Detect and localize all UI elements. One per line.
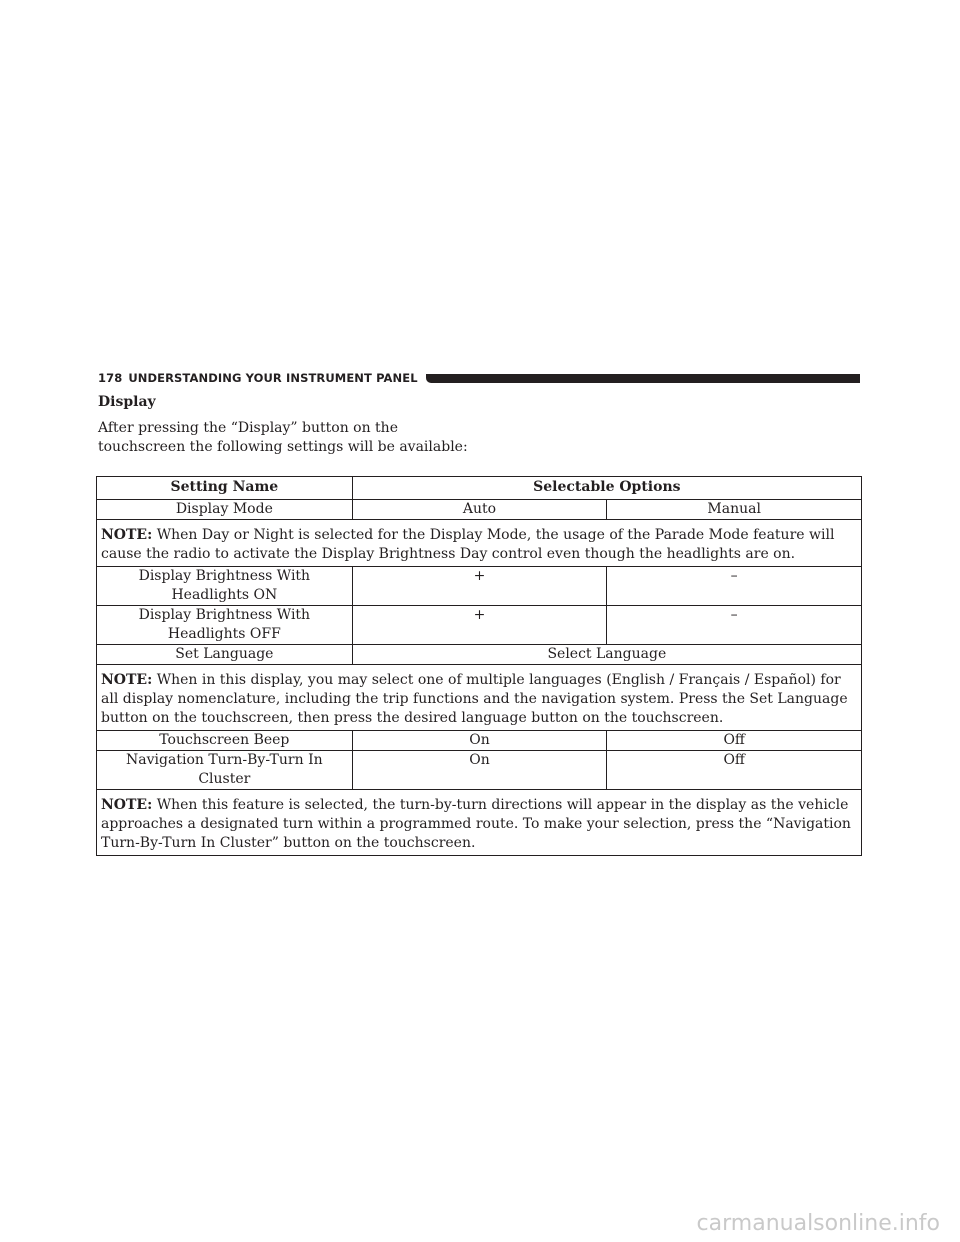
note-row [97,520,862,567]
option-value: Off [607,731,862,751]
option-value: On [352,731,607,751]
option-value: Auto [352,500,607,520]
option-value: Off [607,751,862,790]
setting-name: Touchscreen Beep [97,731,353,751]
setting-name: Set Language [97,645,353,665]
section-title: Display [98,394,156,410]
table-row [97,500,862,520]
settings-table [96,476,862,856]
note-text: When Day or Night is selected for the Display Mode, the usage of the Parade Mode feature will cause the radio to activate the Display Brightness Day control even though the headlights are on. [101,527,835,562]
header-setting-name: Setting Name [97,477,353,500]
table-header-row [97,477,862,500]
header-rule [426,374,860,383]
note-cell [97,520,862,567]
option-value: + [352,606,607,645]
note-cell [97,665,862,731]
option-value: On [352,751,607,790]
table-row [97,645,862,665]
note-text: When this feature is selected, the turn-by-turn directions will appear in the display as the vehicle approaches a designated turn within a programmed route. To make your selection, press the “Navigation Turn-By-Turn In Cluster” button on the touchscreen. [101,797,851,851]
table-row [97,567,862,606]
watermark-text: carmanualsonline.info [696,1211,940,1236]
setting-name: Display Brightness With Headlights OFF [97,606,353,645]
option-value: Manual [607,500,862,520]
table-row [97,606,862,645]
option-value: + [352,567,607,606]
note-text: When in this display, you may select one of multiple languages (English / Français / Español) for all display nomenclature, including the trip functions and the navigation system. Press the Set Language button on the touchscreen, then press the desired language button on the touchscreen. [101,672,848,726]
header-selectable-options: Selectable Options [352,477,861,500]
table-row [97,751,862,790]
option-value: Select Language [352,645,861,665]
note-label: NOTE: [101,527,153,543]
option-value: – [607,567,862,606]
option-value: – [607,606,862,645]
note-row [97,790,862,856]
note-row [97,665,862,731]
page-number: 178 [98,371,123,385]
note-label: NOTE: [101,672,153,688]
setting-name: Display Brightness With Headlights ON [97,567,353,606]
chapter-title: UNDERSTANDING YOUR INSTRUMENT PANEL [128,371,418,385]
intro-paragraph: After pressing the “Display” button on the touchscreen the following settings will be available: [98,420,468,455]
table-row [97,731,862,751]
setting-name: Navigation Turn-By-Turn In Cluster [97,751,353,790]
setting-name: Display Mode [97,500,353,520]
page-header [98,370,860,386]
note-label: NOTE: [101,797,153,813]
note-cell [97,790,862,856]
